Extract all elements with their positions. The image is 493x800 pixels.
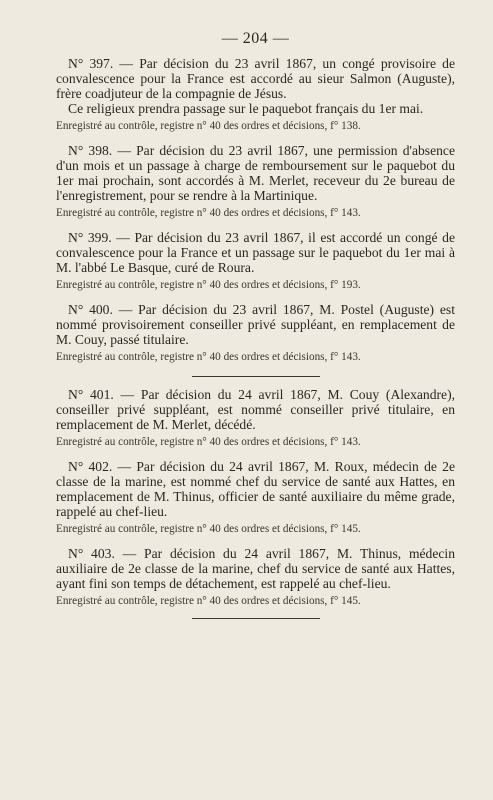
bottom-divider [192, 618, 320, 619]
registration-note: Enregistré au contrôle, registre n° 40 des ordres et décisions, f° 193. [56, 279, 361, 291]
registration-note: Enregistré au contrôle, registre n° 40 des ordres et décisions, f° 145. [56, 595, 361, 607]
decision-entry-398 [56, 143, 455, 220]
decision-entry-397 [56, 56, 455, 133]
registration-note: Enregistré au contrôle, registre n° 40 des ordres et décisions, f° 143. [56, 207, 361, 219]
registration-note: Enregistré au contrôle, registre n° 40 des ordres et décisions, f° 143. [56, 351, 361, 363]
registration-note: Enregistré au contrôle, registre n° 40 des ordres et décisions, f° 143. [56, 436, 361, 448]
entry-paragraph: N° 401. — Par décision du 24 avril 1867, M. Couy (Alexandre), conseiller privé suppléant, est nommé conseiller privé titulaire, en remplacement de M. Merlet, décédé. [56, 387, 455, 432]
page-number: — 204 — [221, 30, 290, 47]
entry-paragraph: Ce religieux prendra passage sur le paquebot français du 1er mai. [68, 101, 424, 116]
entry-paragraph: N° 400. — Par décision du 23 avril 1867, M. Postel (Auguste) est nommé provisoirement conseiller privé suppléant, en remplacement de M. Couy, passé titulaire. [56, 302, 455, 347]
entry-paragraph: N° 398. — Par décision du 23 avril 1867, une permission d'absence d'un mois et un passage à charge de remboursement sur le paquebot du 1er mai prochain, sont accordés à M. Merlet, receveur du 2e bureau de l'enregistrement, pour se rendre à la Martinique. [56, 143, 455, 203]
decision-entry-403 [56, 546, 455, 608]
entry-paragraph: N° 399. — Par décision du 23 avril 1867, il est accordé un congé de convalescence pour la France et un passage sur le paquebot du 1er mai à M. l'abbé Le Basque, curé de Roura. [56, 230, 455, 275]
entry-paragraph: N° 403. — Par décision du 24 avril 1867, M. Thinus, médecin auxiliaire de 2e classe de la marine, chef du service de santé aux Hattes, ayant fini son temps de détachement, est rappelé au chef-lieu. [56, 546, 455, 591]
registration-note: Enregistré au contrôle, registre n° 40 des ordres et décisions, f° 145. [56, 523, 361, 535]
decision-entry-400 [56, 302, 455, 364]
registration-note: Enregistré au contrôle, registre n° 40 des ordres et décisions, f° 138. [56, 120, 361, 132]
decision-entry-402 [56, 459, 455, 536]
entry-paragraph: N° 402. — Par décision du 24 avril 1867, M. Roux, médecin de 2e classe de la marine, est nommé chef du service de santé aux Hattes, en remplacement de M. Thinus, officier de santé auxiliaire du même grade, rappelé au chef-lieu. [56, 459, 455, 519]
decision-entry-401 [56, 387, 455, 449]
entry-paragraph: N° 397. — Par décision du 23 avril 1867, un congé provisoire de convalescence pour la France est accordé au sieur Salmon (Auguste), frère coadjuteur de la compagnie de Jésus. [56, 56, 455, 101]
decision-entry-399 [56, 230, 455, 292]
section-divider [192, 376, 320, 377]
